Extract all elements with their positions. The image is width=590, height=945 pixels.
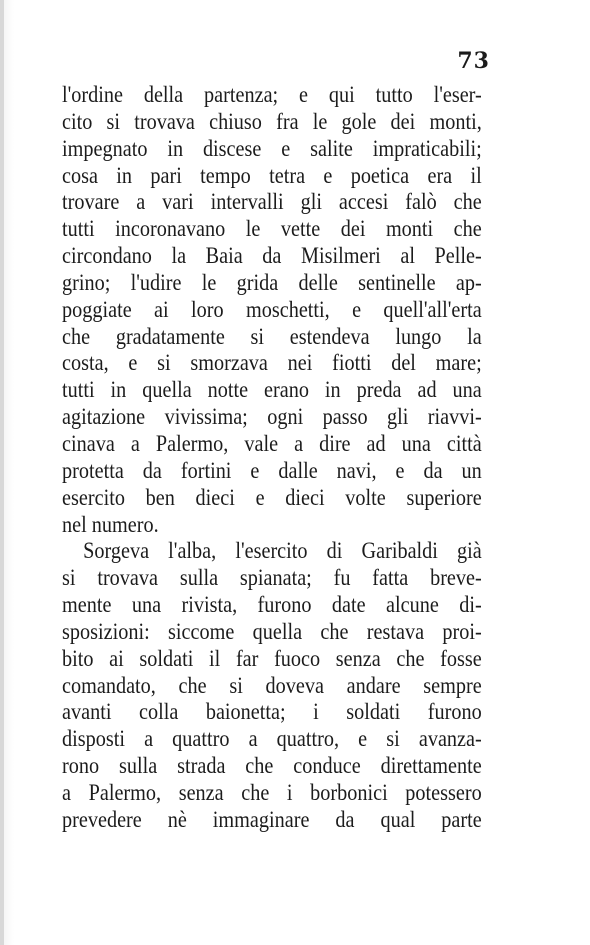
text-line: agitazione vivissima; ogni passo gli riavvi- <box>62 404 482 430</box>
text-line: costa, e si smorzava nei fiotti del mare; <box>62 350 482 376</box>
text-line: a Palermo, senza che i borbonici potessero <box>62 779 482 805</box>
text-line: tutti in quella notte erano in preda ad una <box>62 377 482 403</box>
text-line: l'ordine della partenza; e qui tutto l'eser- <box>62 82 482 107</box>
text-line: bito ai soldati il far fuoco senza che fosse <box>62 645 482 671</box>
page-number: 73 <box>457 48 490 74</box>
text-line: prevedere nè immaginare da qual parte <box>62 806 482 832</box>
text-line: rono sulla strada che conduce direttamente <box>62 753 482 779</box>
paragraph-end-line: nel numero. <box>62 511 159 537</box>
text-line: esercito ben dieci e dieci volte superiore <box>62 484 482 510</box>
text-line: comandato, che si doveva andare sempre <box>62 672 482 698</box>
text-line: che gradatamente si estendeva lungo la <box>62 323 482 349</box>
page-edge-shadow <box>0 0 4 945</box>
text-line: cosa in pari tempo tetra e poetica era il <box>62 162 482 188</box>
text-line: poggiate ai loro moschetti, e quell'all'erta <box>62 296 482 322</box>
text-line: cito si trovava chiuso fra le gole dei monti, <box>62 108 482 134</box>
text-line: tutti incoronavano le vette dei monti che <box>62 216 482 242</box>
text-line: sposizioni: siccome quella che restava proi- <box>62 618 482 644</box>
text-line: grino; l'udire le grida delle sentinelle ap- <box>62 269 482 295</box>
text-line: mente una rivista, furono date alcune di- <box>62 592 482 618</box>
text-line: cinava a Palermo, vale a dire ad una città <box>62 430 482 456</box>
paragraph-start-line: Sorgeva l'alba, l'esercito di Garibaldi già <box>83 538 482 564</box>
text-line: impegnato in discese e salite impraticabili; <box>62 135 482 161</box>
text-line: si trovava sulla spianata; fu fatta breve- <box>62 565 482 591</box>
text-line: disposti a quattro a quattro, e si avanza- <box>62 726 482 752</box>
body-text <box>62 82 482 834</box>
text-line: trovare a vari intervalli gli accesi falò che <box>62 189 482 215</box>
text-line: avanti colla baionetta; i soldati furono <box>62 699 482 725</box>
text-line: protetta da fortini e dalle navi, e da un <box>62 457 482 483</box>
text-line: circondano la Baia da Misilmeri al Pelle- <box>62 243 482 269</box>
